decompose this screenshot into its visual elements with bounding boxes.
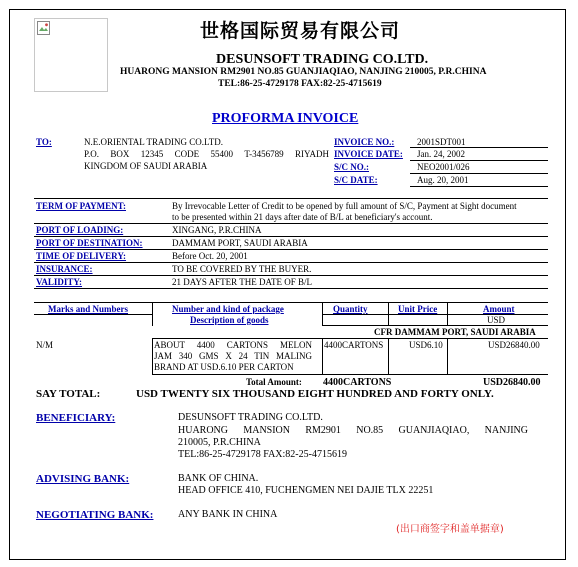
- description-line3: BRAND AT USD.6.10 PER CARTON: [154, 362, 294, 372]
- consignee-address-part: T-3456789: [244, 149, 284, 159]
- invoice-no-label: INVOICE NO.:: [334, 137, 395, 147]
- total-amount: USD26840.00: [483, 377, 541, 388]
- total-amount-label: Total Amount:: [246, 377, 302, 387]
- divider: [34, 236, 548, 237]
- say-total-label: SAY TOTAL:: [36, 388, 101, 400]
- divider: [34, 262, 548, 263]
- currency-label: USD: [487, 315, 506, 325]
- quantity-value: 4400CARTONS: [324, 340, 384, 350]
- amount-value: USD26840.00: [488, 340, 540, 350]
- marks-header: Marks and Numbers: [48, 304, 129, 314]
- insurance-label: INSURANCE:: [36, 264, 93, 274]
- description-line2: JAM 340 GMS X 24 TIN MALING: [154, 351, 312, 361]
- port-of-loading-label: PORT OF LOADING:: [36, 225, 124, 235]
- consignee-address: [84, 149, 329, 159]
- consignee-address-part: RIYADH: [294, 149, 329, 159]
- divider: [34, 198, 548, 199]
- divider: [152, 338, 548, 339]
- beneficiary-line4: TEL:86-25-4729178 FAX:82-25-4715619: [178, 449, 347, 460]
- validity-label: VALIDITY:: [36, 277, 83, 287]
- exporter-signature-note: (出口商签字和盖单据章): [396, 524, 504, 535]
- description-header-line1: Number and kind of package: [172, 304, 284, 314]
- beneficiary-line2: HUARONG MANSION RM2901 NO.85 GUANJIAQIAO, NANJING: [178, 425, 528, 436]
- company-tel-fax: TEL:86-25-4729178 FAX:82-25-4715619: [218, 79, 382, 89]
- company-name: DESUNSOFT TRADING CO.LTD.: [216, 52, 429, 67]
- divider: [410, 160, 548, 161]
- column-divider: [447, 338, 448, 374]
- divider: [410, 173, 548, 174]
- advising-bank-line1: BANK OF CHINA.: [178, 473, 259, 484]
- column-divider: [447, 302, 448, 326]
- port-of-loading-value: XINGANG, P.R.CHINA: [172, 225, 262, 235]
- consignee-country: KINGDOM OF SAUDI ARABIA: [84, 161, 208, 171]
- beneficiary-line3: 210005, P.R.CHINA: [178, 437, 261, 448]
- insurance-value: TO BE COVERED BY THE BUYER.: [172, 264, 312, 274]
- total-quantity: 4400CARTONS: [323, 377, 392, 388]
- company-logo: [34, 18, 108, 92]
- time-of-delivery-label: TIME OF DELIVERY:: [36, 251, 127, 261]
- company-name-chinese: 世格国际贸易有限公司: [200, 20, 401, 42]
- term-of-payment-line2: to be presented within 21 days after date of B/L at beneficiary's account.: [172, 212, 433, 222]
- amount-header: Amount: [483, 304, 515, 314]
- description-header-line2: Description of goods: [190, 315, 269, 325]
- document-title: PROFORMA INVOICE: [212, 111, 359, 126]
- validity-value: 21 DAYS AFTER THE DATE OF B/L: [172, 277, 313, 287]
- beneficiary-line1: DESUNSOFT TRADING CO.LTD.: [178, 412, 323, 423]
- column-divider: [322, 302, 323, 326]
- broken-image-icon: [37, 21, 51, 35]
- divider: [34, 249, 548, 250]
- column-divider: [388, 338, 389, 374]
- divider: [322, 314, 548, 315]
- sc-no-label: S/C NO.:: [334, 162, 370, 172]
- beneficiary-label: BENEFICIARY:: [36, 412, 116, 424]
- consignee-address-part: 12345: [140, 149, 164, 159]
- advising-bank-line2: HEAD OFFICE 410, FUCHENGMEN NEI DAJIE TLX 22251: [178, 485, 434, 496]
- consignee-address-part: 55400: [210, 149, 234, 159]
- negotiating-bank-label: NEGOTIATING BANK:: [36, 509, 154, 521]
- consignee-name: N.E.ORIENTAL TRADING CO.LTD.: [84, 137, 223, 147]
- sc-date-value: Aug. 20, 2001: [417, 175, 469, 185]
- unit-price-value: USD6.10: [409, 340, 443, 350]
- description-line1: ABOUT 4400 CARTONS MELON: [154, 340, 312, 350]
- price-term: CFR DAMMAM PORT, SAUDI ARABIA: [374, 327, 536, 337]
- divider: [34, 275, 548, 276]
- table-top-border: [34, 302, 548, 303]
- column-divider: [152, 338, 153, 374]
- divider: [322, 325, 548, 326]
- company-address: HUARONG MANSION RM2901 NO.85 GUANJIAQIAO, NANJING 210005, P.R.CHINA: [120, 67, 487, 77]
- say-total-value: USD TWENTY SIX THOUSAND EIGHT HUNDRED AND FORTY ONLY.: [136, 388, 494, 400]
- invoice-date-label: INVOICE DATE:: [334, 149, 403, 159]
- port-of-destination-label: PORT OF DESTINATION:: [36, 238, 143, 248]
- term-of-payment-label: TERM OF PAYMENT:: [36, 201, 126, 211]
- sc-date-label: S/C DATE:: [334, 175, 378, 185]
- to-label: TO:: [36, 137, 52, 147]
- divider: [410, 147, 548, 148]
- advising-bank-label: ADVISING BANK:: [36, 473, 130, 485]
- column-divider: [322, 338, 323, 374]
- term-of-payment-line1: By Irrevocable Letter of Credit to be opened by full amount of S/C, Payment at Sight document: [172, 201, 517, 211]
- divider: [152, 374, 548, 375]
- unit-price-header: Unit Price: [398, 304, 438, 314]
- marks-value: N/M: [36, 340, 54, 350]
- sc-no-value: NEO2001/026: [417, 162, 470, 172]
- time-of-delivery-value: Before Oct. 20, 2001: [172, 251, 248, 261]
- port-of-destination-value: DAMMAM PORT, SAUDI ARABIA: [172, 238, 308, 248]
- negotiating-bank-value: ANY BANK IN CHINA: [178, 509, 278, 520]
- divider: [34, 288, 548, 289]
- column-divider: [152, 302, 153, 326]
- column-divider: [388, 302, 389, 326]
- consignee-address-part: CODE: [174, 149, 200, 159]
- divider: [34, 223, 548, 224]
- consignee-address-part: P.O.: [84, 149, 100, 159]
- consignee-address-part: BOX: [110, 149, 130, 159]
- divider: [34, 314, 152, 315]
- quantity-header: Quantity: [333, 304, 368, 314]
- invoice-no-value: 2001SDT001: [417, 137, 466, 147]
- invoice-date-value: Jan. 24, 2002: [417, 149, 465, 159]
- divider: [410, 186, 548, 187]
